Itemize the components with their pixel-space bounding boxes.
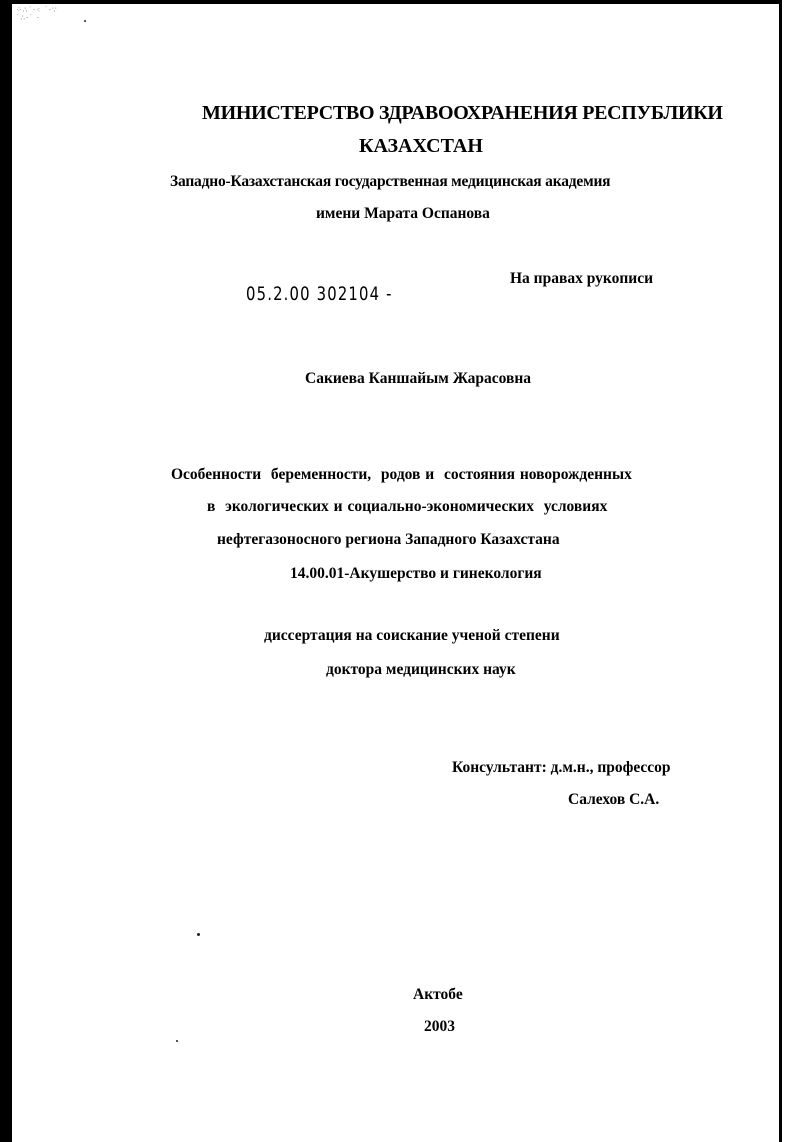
scan-speck [176, 1040, 178, 1042]
scan-artifact: ⁘∴˙·⁖ ˙·∵ ˙∴·˙ · [16, 6, 58, 22]
degree-line2: доктора медицинских наук [326, 661, 516, 678]
ministry-title-line1: МИНИСТЕРСТВО ЗДРАВООХРАНЕНИЯ РЕСПУБЛИКИ [202, 102, 723, 124]
consultant-name: Салехов С.А. [568, 791, 660, 808]
dissertation-title-line2: в экологических и социально-экономических условиях [207, 498, 608, 515]
scan-border-right [779, 0, 782, 1142]
year: 2003 [424, 1018, 455, 1035]
consultant-label: Консультант: д.м.н., профессор [452, 759, 671, 776]
degree-line1: диссертация на соискание ученой степени [264, 627, 560, 644]
scan-speck [84, 20, 86, 22]
registration-code: 05.2.00 302104 - [246, 283, 393, 305]
manuscript-rights-note: На правах рукописи [510, 270, 654, 287]
academy-name-line2: имени Марата Оспанова [316, 205, 490, 222]
academy-name-line1: Западно-Казахстанская государственная медицинская академия [170, 173, 611, 190]
scan-border-left [0, 0, 12, 1142]
dissertation-title-line1: Особенности беременности, родов и состояния новорожденных [171, 466, 632, 483]
city: Актобе [413, 986, 463, 1003]
ministry-title-line2: КАЗАХСТАН [359, 135, 483, 157]
author-name: Сакиева Каншайым Жарасовна [305, 370, 532, 387]
specialty-code: 14.00.01-Акушерство и гинекология [290, 565, 542, 582]
scan-border-top [0, 0, 780, 4]
scan-speck [197, 933, 200, 936]
dissertation-title-line3: нефтегазоносного региона Западного Казахстана [217, 531, 560, 548]
